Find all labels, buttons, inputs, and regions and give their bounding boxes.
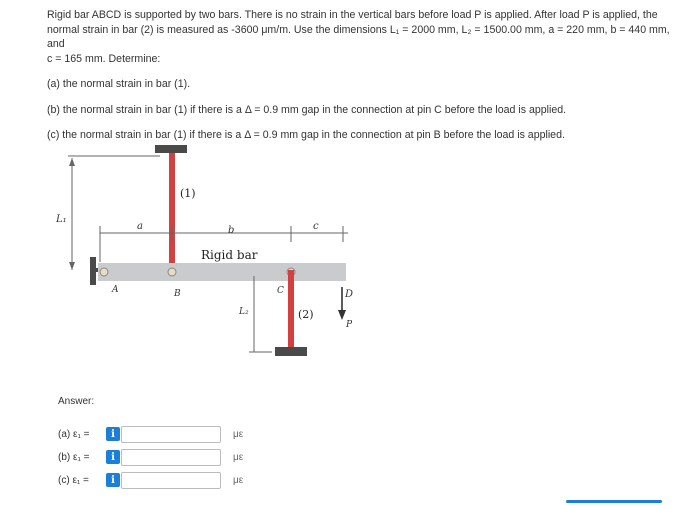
bar-1 (169, 153, 175, 270)
bottom-support (275, 347, 307, 356)
label-bar-1: (1) (180, 187, 196, 200)
statement-line-1: Rigid bar ABCD is supported by two bars. There is no strain in the vertical bars before load P is applied. After load P is applied, the (47, 9, 658, 21)
answer-row-b (58, 447, 243, 467)
info-icon[interactable]: i (106, 473, 120, 487)
pin-a-support (90, 257, 96, 285)
pin-b (168, 268, 176, 276)
problem-statement (47, 8, 687, 143)
rigid-bar (98, 263, 346, 281)
bottom-accent-bar (566, 500, 662, 503)
answer-unit-b: με (233, 451, 244, 463)
label-a-pin: A (112, 285, 119, 295)
part-a-text: (a) the normal strain in bar (1). (47, 78, 191, 90)
label-a: a (137, 221, 143, 232)
label-c-pin: C (277, 286, 284, 296)
info-icon[interactable]: i (106, 450, 120, 464)
statement-line-3: c = 165 mm. Determine: (47, 52, 161, 65)
statement-line-2: normal strain in bar (2) is measured as -3600 μm/m. Use the dimensions L₁ = 2000 mm, L₂ = 1500.00 mm, a = 220 mm, b = 440 mm, and (47, 23, 670, 50)
answer-label-b: (b) ε₁ = (58, 451, 90, 463)
label-b-pin: B (174, 289, 181, 299)
label-c: c (313, 221, 319, 232)
label-l1: L₁ (56, 214, 67, 225)
part-c-text: (c) the normal strain in bar (1) if there is a Δ = 0.9 mm gap in the connection at pin B before the load is applied. (47, 129, 565, 141)
rigid-bar-diagram (40, 132, 380, 372)
pin-a (100, 268, 108, 276)
label-rigid-bar: Rigid bar (201, 248, 258, 262)
answer-unit-c: με (233, 474, 244, 486)
answer-input-a[interactable] (121, 426, 221, 443)
bar-2 (288, 270, 294, 347)
answer-input-c[interactable] (121, 472, 221, 489)
label-d-pin: D (345, 289, 354, 300)
answer-input-b[interactable] (121, 449, 221, 466)
answer-label-c: (c) ε₁ = (58, 474, 89, 486)
label-bar-2: (2) (298, 308, 314, 321)
answer-label-a: (a) ε₁ = (58, 428, 90, 440)
part-b-text: (b) the normal strain in bar (1) if there is a Δ = 0.9 mm gap in the connection at pin C before the load is applied. (47, 103, 567, 116)
label-l2: L₂ (239, 307, 249, 317)
label-b: b (228, 225, 235, 236)
answer-row-c (58, 470, 243, 490)
info-icon[interactable]: i (106, 427, 120, 441)
answer-title: Answer: (58, 396, 95, 407)
answer-unit-a: με (233, 428, 244, 440)
answer-row-a (58, 424, 243, 444)
top-support (155, 145, 187, 153)
label-p: P (346, 320, 353, 330)
